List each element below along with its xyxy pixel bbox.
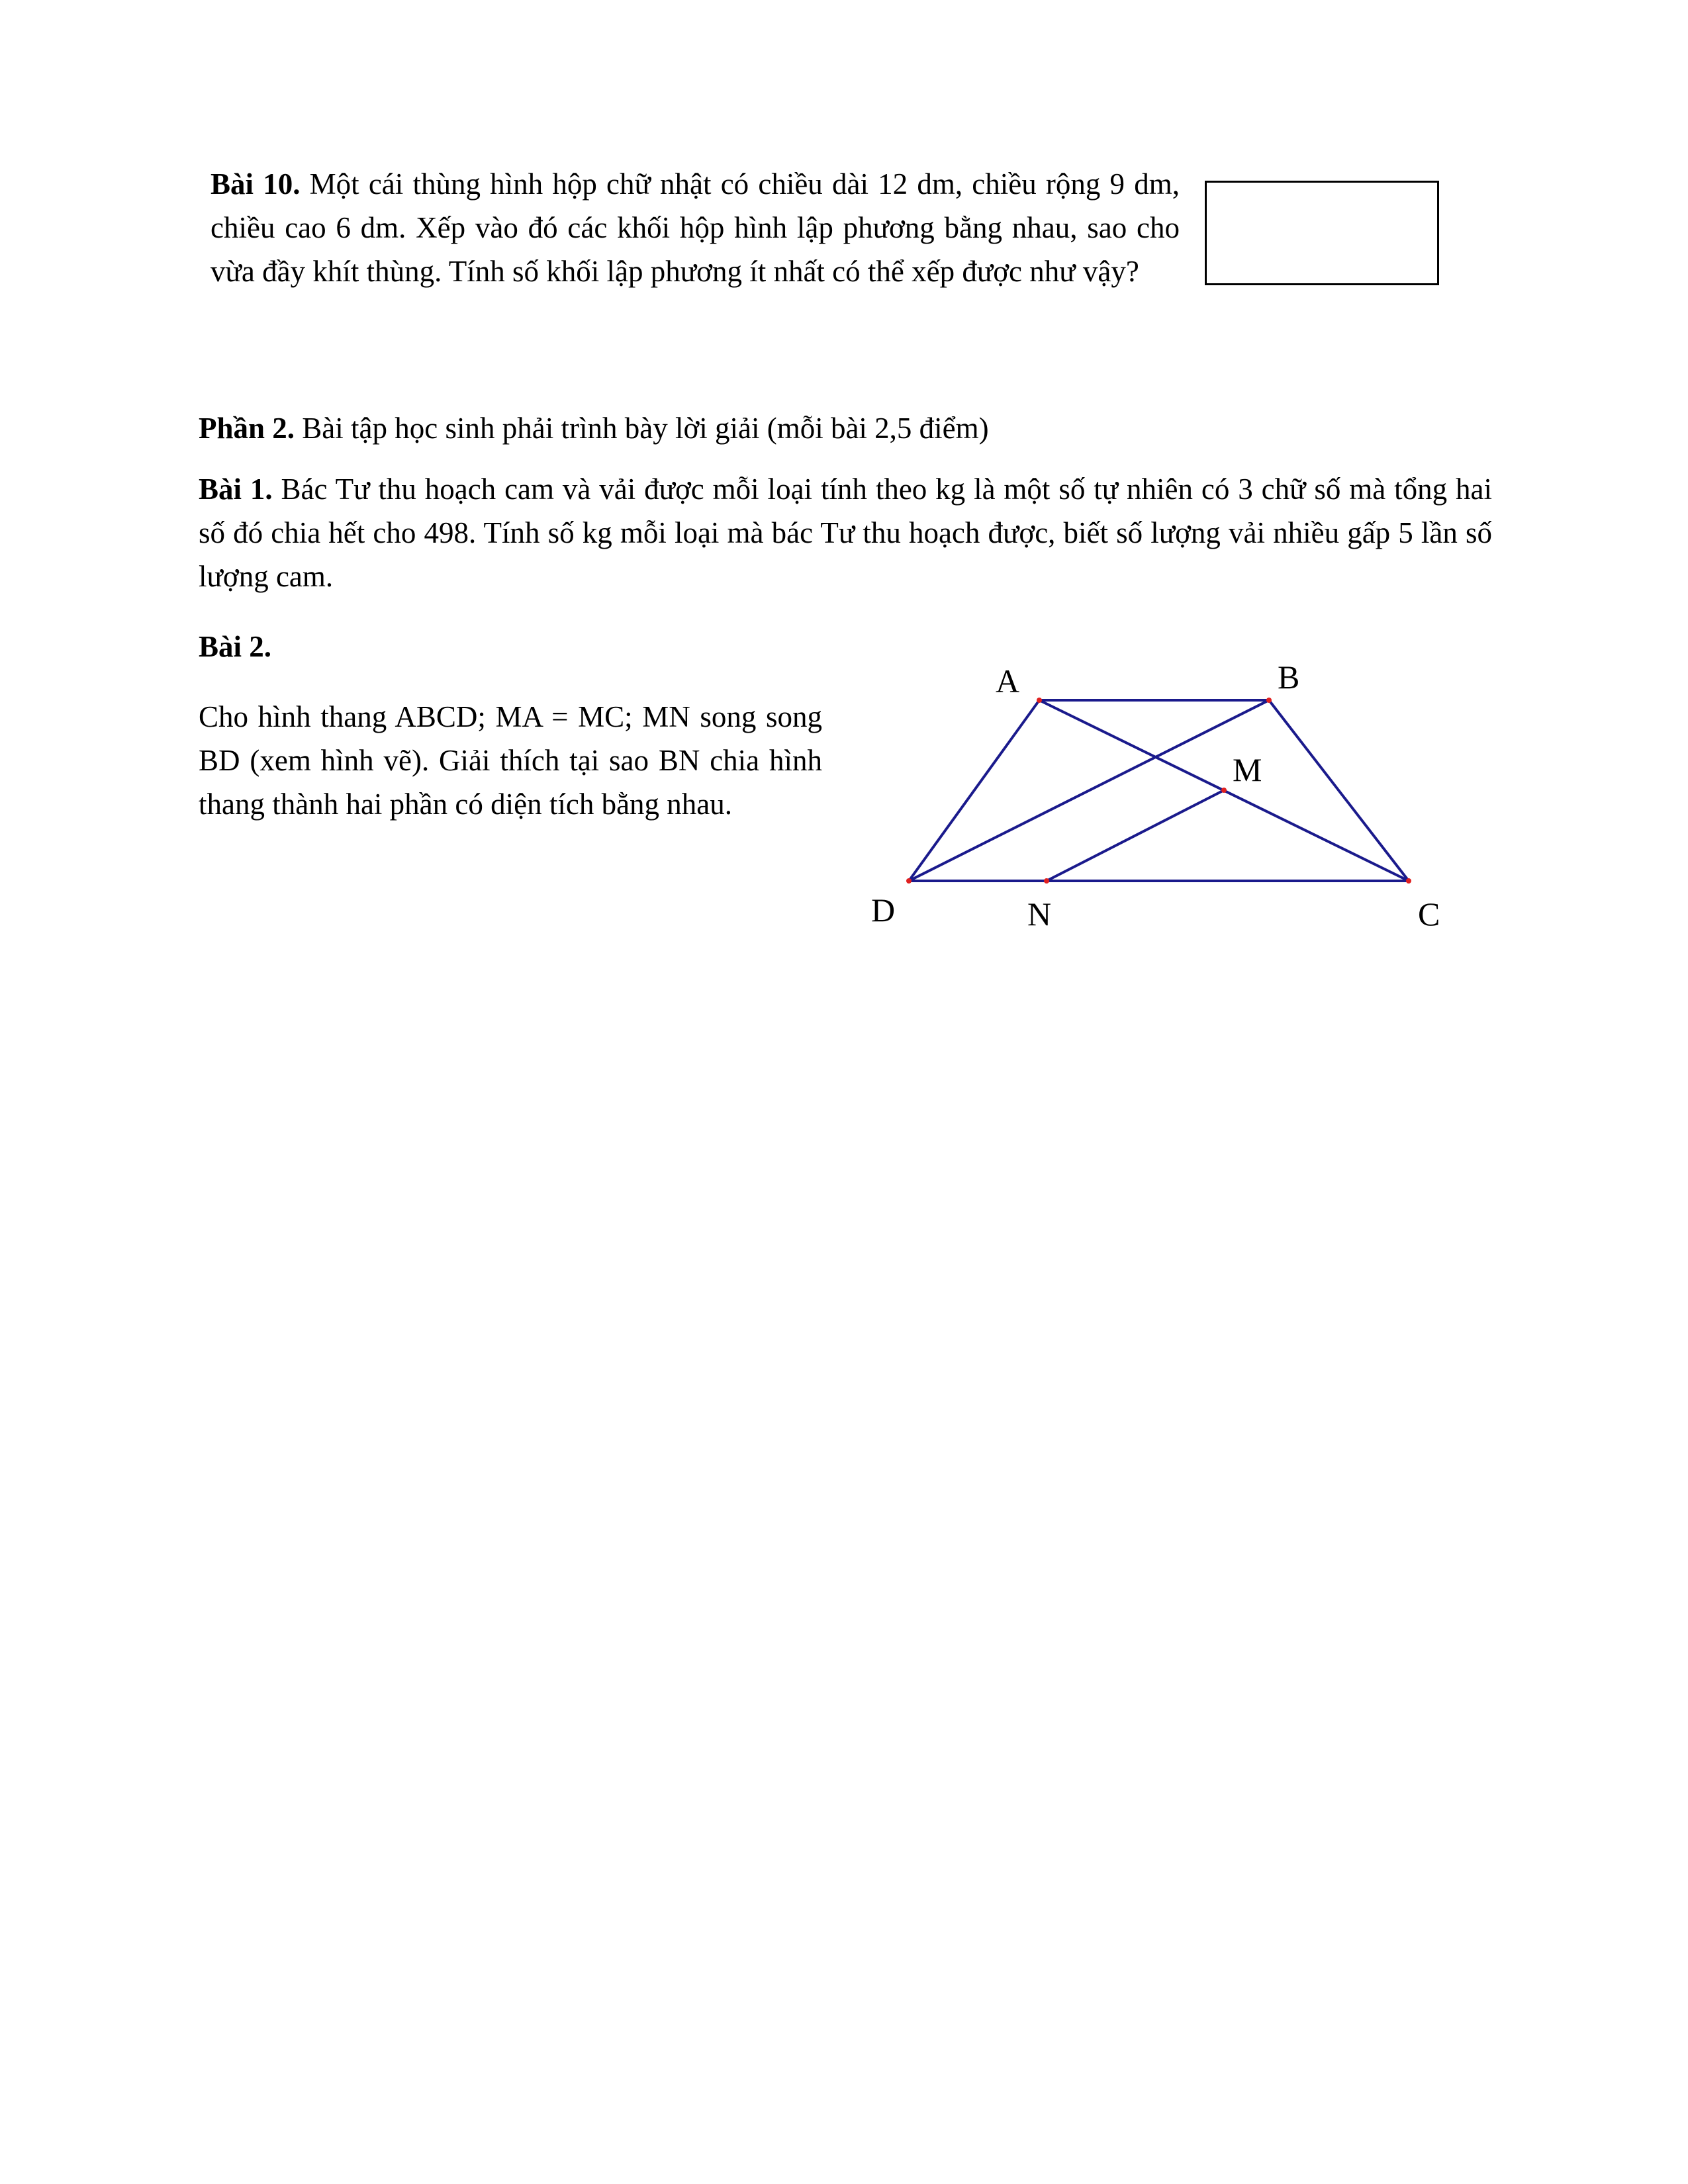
section-2 bbox=[199, 406, 1509, 450]
trapezoid-figure bbox=[861, 649, 1470, 940]
point-n bbox=[1044, 878, 1049, 884]
section-2-text: Bài tập học sinh phải trình bày lời giải (mỗi bài 2,5 điểm) bbox=[295, 412, 989, 445]
label-d: D bbox=[871, 891, 896, 929]
segment-bd bbox=[909, 700, 1269, 881]
segment-mn bbox=[1047, 790, 1224, 881]
point-b bbox=[1266, 698, 1272, 703]
point-d bbox=[906, 878, 912, 884]
segment-bc bbox=[1269, 700, 1409, 881]
problem-10 bbox=[211, 162, 1180, 293]
answer-box bbox=[1205, 181, 1439, 285]
segment-da bbox=[909, 700, 1039, 881]
label-b: B bbox=[1278, 659, 1300, 696]
problem-2-heading bbox=[199, 625, 596, 668]
problem-1-text: Bác Tư thu hoạch cam và vải được mỗi loại tính theo kg là một số tự nhiên có 3 chữ số mà tổng hai số đó chia hết cho 498. Tính số kg mỗi loại mà bác Tư thu hoạch được, biết số lượng vải nhiều gấp 5 lần số lượng cam. bbox=[199, 473, 1492, 593]
label-n: N bbox=[1027, 895, 1052, 933]
point-m bbox=[1221, 788, 1227, 793]
problem-1 bbox=[199, 467, 1492, 598]
section-2-heading: Phần 2. bbox=[199, 412, 295, 445]
label-a: A bbox=[996, 662, 1020, 700]
problem-10-heading: Bài 10. bbox=[211, 167, 301, 201]
label-m: M bbox=[1233, 751, 1262, 788]
problem-2-text: Cho hình thang ABCD; MA = MC; MN song song BD (xem hình vẽ). Giải thích tại sao BN chia hình thang thành hai phần có diện tích bằng nhau. bbox=[199, 700, 822, 821]
problem-1-heading: Bài 1. bbox=[199, 473, 273, 506]
label-c: C bbox=[1418, 895, 1440, 933]
problem-2-heading-text: Bài 2. bbox=[199, 630, 272, 663]
problem-10-text: Một cái thùng hình hộp chữ nhật có chiều dài 12 dm, chiều rộng 9 dm, chiều cao 6 dm. Xếp vào đó các khối hộp hình lập phương bằng nhau, sao cho vừa đầy khít thùng. Tính số khối lập phương ít nhất có thể xếp được như vậy? bbox=[211, 167, 1180, 288]
point-c bbox=[1406, 878, 1411, 884]
point-a bbox=[1037, 698, 1042, 703]
